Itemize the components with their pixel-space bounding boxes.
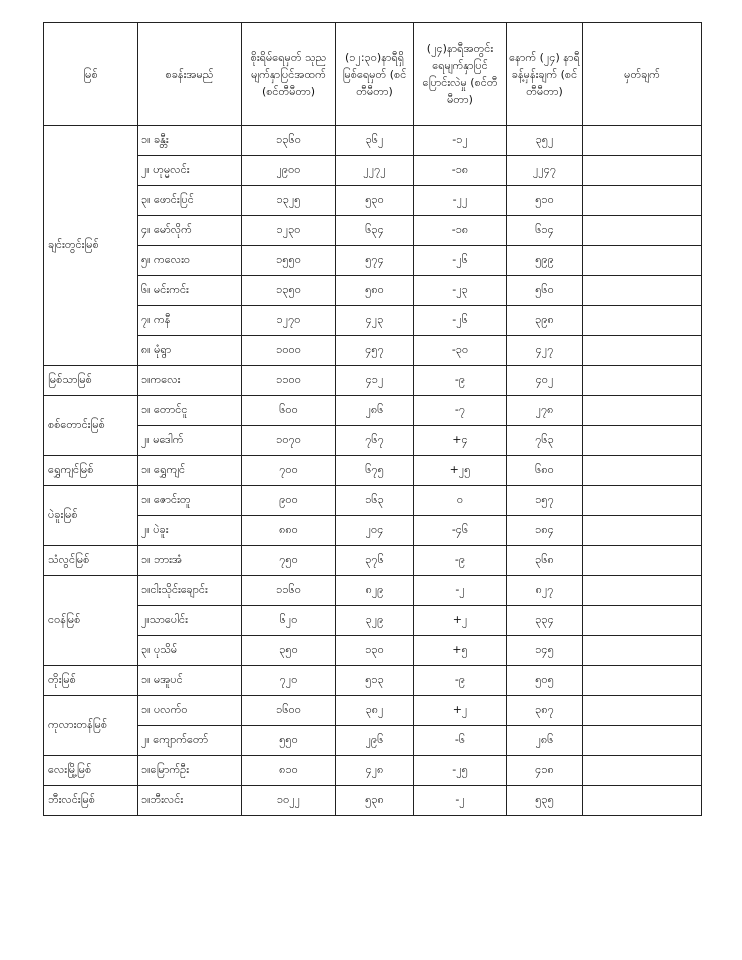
table-row [44,126,702,156]
station-name: ၃။ ဖောင်းပြင် [138,186,242,216]
table-row [44,306,702,336]
table-row [44,636,702,666]
water-level-value: ၂၉၆ [336,726,414,756]
level-change-value: +၂ [414,696,507,726]
table-row [44,726,702,756]
station-name: ၂။ မဒေါက် [138,426,242,456]
station-name: ၁။မြောက်ဦး [138,756,242,786]
water-level-value: ၆၃၄ [336,216,414,246]
header-row [44,23,702,126]
forecast-value: ၈၂၇ [507,576,583,606]
station-name: ၂။သာပေါင်း [138,606,242,636]
remark-cell [583,726,702,756]
table-row [44,516,702,546]
river-name: ရွှေကျင်မြစ် [44,456,138,486]
station-name: ၂။ ဟုမ္မလင်း [138,156,242,186]
table-row [44,786,702,816]
river-name: ကုလားတန်မြစ် [44,696,138,756]
station-name: ၇။ ကနီ [138,306,242,336]
danger-level-value: ၁၂၇၀ [242,306,336,336]
forecast-value: ၄၀၂ [507,366,583,396]
water-level-value: ၅၃၈ [336,786,414,816]
forecast-value: ၃၃၄ [507,606,583,636]
level-change-value: -၂၃ [414,276,507,306]
table-row [44,666,702,696]
station-name: ၈။ မုံရွာ [138,336,242,366]
remark-cell [583,426,702,456]
remark-cell [583,156,702,186]
river-name: မြစ်သာမြစ် [44,366,138,396]
danger-level-value: ၁၃၅၀ [242,276,336,306]
river-name: ချင်းတွင်းမြစ် [44,126,138,366]
danger-level-value: ၃၅၀ [242,636,336,666]
water-level-value: ၃၇၆ [336,546,414,576]
forecast-value: ၃၈၇ [507,696,583,726]
river-name: တိုးမြစ် [44,666,138,696]
level-change-value: -၂ [414,576,507,606]
forecast-value: ၂၂၄၇ [507,156,583,186]
station-name: ၁။ ရွှေကျင် [138,456,242,486]
table-row [44,396,702,426]
forecast-value: ၁၅၇ [507,486,583,516]
danger-level-value: ၇၅၀ [242,546,336,576]
remark-cell [583,696,702,726]
danger-level-value: ၁၀၀၀ [242,336,336,366]
station-name: ၁။ ပလက်ဝ [138,696,242,726]
table-row [44,156,702,186]
level-change-value: -၂၅ [414,756,507,786]
water-level-value: ၁၃၀ [336,636,414,666]
header-station: စခန်းအမည် [138,23,242,126]
remark-cell [583,306,702,336]
danger-level-value: ၁၂၃၀ [242,216,336,246]
water-level-value: ၂၈၆ [336,396,414,426]
header-water-level: (၁၂:၃၀)နာရီရှိ မြစ်ရေမှတ် (စင်တီမီတာ) [336,23,414,126]
forecast-value: ၅၀၅ [507,666,583,696]
danger-level-value: ၁၀၂၂ [242,786,336,816]
danger-level-value: ၈၈၀ [242,516,336,546]
danger-level-value: ၁၁၀၀ [242,366,336,396]
water-level-value: ၄၅၇ [336,336,414,366]
danger-level-value: ၁၃၆၀ [242,126,336,156]
river-name: ဘီးလင်းမြစ် [44,786,138,816]
river-name: ပဲခူးမြစ် [44,486,138,546]
station-name: ၅။ ကလေးဝ [138,246,242,276]
danger-level-value: ၁၁၆၀ [242,576,336,606]
remark-cell [583,786,702,816]
forecast-value: ၃၅၂ [507,126,583,156]
remark-cell [583,366,702,396]
level-change-value: +၄ [414,426,507,456]
station-name: ၂။ ကျောက်တော် [138,726,242,756]
water-level-value: ၆၇၅ [336,456,414,486]
table-row [44,276,702,306]
level-change-value: -၂၆ [414,306,507,336]
water-level-value: ၇၆၇ [336,426,414,456]
table-row [44,216,702,246]
level-change-value: ၀ [414,486,507,516]
level-change-value: -၂၂ [414,186,507,216]
level-change-value: -၁၂ [414,126,507,156]
water-level-value: ၅၈၀ [336,276,414,306]
danger-level-value: ၅၅၀ [242,726,336,756]
water-level-value: ၄၂၈ [336,756,414,786]
remark-cell [583,216,702,246]
level-change-value: +၅ [414,636,507,666]
remark-cell [583,576,702,606]
station-name: ၁။ မအူပင် [138,666,242,696]
river-name: သံလွင်မြစ် [44,546,138,576]
forecast-value: ၃၆၈ [507,546,583,576]
danger-level-value: ၆၀၀ [242,396,336,426]
water-level-value: ၂၀၄ [336,516,414,546]
forecast-value: ၁၄၅ [507,636,583,666]
danger-level-value: ၁၆၀၀ [242,696,336,726]
water-level-value: ၅၁၃ [336,666,414,696]
level-change-value: -၃၀ [414,336,507,366]
level-change-value: -၂ [414,786,507,816]
station-name: ၁။ဘီးလင်း [138,786,242,816]
river-level-table [43,22,702,816]
forecast-value: ၄၁၈ [507,756,583,786]
river-name: စစ်တောင်းမြစ် [44,396,138,456]
table-row [44,456,702,486]
table-row [44,186,702,216]
remark-cell [583,636,702,666]
header-forecast: နောက် (၂၄) နာရီ ခန့်မှန်းချက် (စင်တီမီတာ) [507,23,583,126]
remark-cell [583,666,702,696]
remark-cell [583,126,702,156]
forecast-value: ၂၇၈ [507,396,583,426]
station-name: ၁။ တောင်ငူ [138,396,242,426]
danger-level-value: ၁၃၂၅ [242,186,336,216]
forecast-value: ၅၃၅ [507,786,583,816]
station-name: ၆။ မင်းကင်း [138,276,242,306]
water-level-value: ၈၂၉ [336,576,414,606]
danger-level-value: ၆၂၀ [242,606,336,636]
level-change-value: -၆ [414,726,507,756]
river-name: လေးမြို့မြစ် [44,756,138,786]
level-change-value: -၁၈ [414,216,507,246]
danger-level-value: ၁၀၇၀ [242,426,336,456]
level-change-value: -၉ [414,366,507,396]
level-change-value: -၁၈ [414,156,507,186]
remark-cell [583,516,702,546]
danger-level-value: ၁၅၅၀ [242,246,336,276]
header-change: (၂၄)နာရီအတွင်း ရေမျက်နှာပြင် ပြောင်းလဲမှု (စင်တီမီတာ) [414,23,507,126]
remark-cell [583,396,702,426]
level-change-value: -၉ [414,546,507,576]
remark-cell [583,246,702,276]
remark-cell [583,336,702,366]
forecast-value: ၅၁၀ [507,186,583,216]
water-level-value: ၅၃၀ [336,186,414,216]
water-level-value: ၁၆၃ [336,486,414,516]
level-change-value: +၂ [414,606,507,636]
remark-cell [583,606,702,636]
danger-level-value: ၂၉၀၀ [242,156,336,186]
remark-cell [583,546,702,576]
station-name: ၁။ ခန္တီး [138,126,242,156]
table-row [44,576,702,606]
table-row [44,336,702,366]
danger-level-value: ၇၂၀ [242,666,336,696]
remark-cell [583,456,702,486]
forecast-value: ၄၂၇ [507,336,583,366]
header-danger-level: စိုးရိမ်ရေမှတ် သုညမျက်နှာပြင်အထက် (စင်တီမီတာ) [242,23,336,126]
forecast-value: ၆၈၀ [507,456,583,486]
station-name: ၁။ ဇောင်းတူ [138,486,242,516]
table-row [44,426,702,456]
forecast-value: ၅၆၀ [507,276,583,306]
table-row [44,756,702,786]
table-row [44,246,702,276]
forecast-value: ၇၆၃ [507,426,583,456]
station-name: ၁။ ဘားအံ [138,546,242,576]
station-name: ၃။ ပုသိမ် [138,636,242,666]
forecast-value: ၆၁၄ [507,216,583,246]
level-change-value: -၄၆ [414,516,507,546]
table-body [44,126,702,816]
danger-level-value: ၈၁၀ [242,756,336,786]
remark-cell [583,486,702,516]
station-name: ၂။ ပဲခူး [138,516,242,546]
level-change-value: -၂၆ [414,246,507,276]
table-row [44,546,702,576]
remark-cell [583,276,702,306]
level-change-value: -၉ [414,666,507,696]
forecast-value: ၅၉၉ [507,246,583,276]
forecast-value: ၂၈၆ [507,726,583,756]
water-level-value: ၃၈၂ [336,696,414,726]
header-river: မြစ် [44,23,138,126]
danger-level-value: ၉၀၀ [242,486,336,516]
forecast-value: ၁၈၄ [507,516,583,546]
water-level-value: ၃၆၂ [336,126,414,156]
river-name: ငဝန်မြစ် [44,576,138,666]
remark-cell [583,186,702,216]
table-row [44,366,702,396]
water-level-value: ၃၂၉ [336,606,414,636]
water-level-value: ၄၁၂ [336,366,414,396]
table-row [44,606,702,636]
level-change-value: -၇ [414,396,507,426]
station-name: ၄။ မော်လိုက် [138,216,242,246]
station-name: ၁။ကလေး [138,366,242,396]
table-row [44,696,702,726]
header-remark: မှတ်ချက် [583,23,702,126]
table-row [44,486,702,516]
water-level-value: ၄၂၃ [336,306,414,336]
remark-cell [583,756,702,786]
level-change-value: +၂၅ [414,456,507,486]
forecast-value: ၃၉၈ [507,306,583,336]
danger-level-value: ၇၀၀ [242,456,336,486]
water-level-value: ၂၂၇၂ [336,156,414,186]
station-name: ၁။ငါးသိုင်းချောင်း [138,576,242,606]
water-level-value: ၅၇၄ [336,246,414,276]
